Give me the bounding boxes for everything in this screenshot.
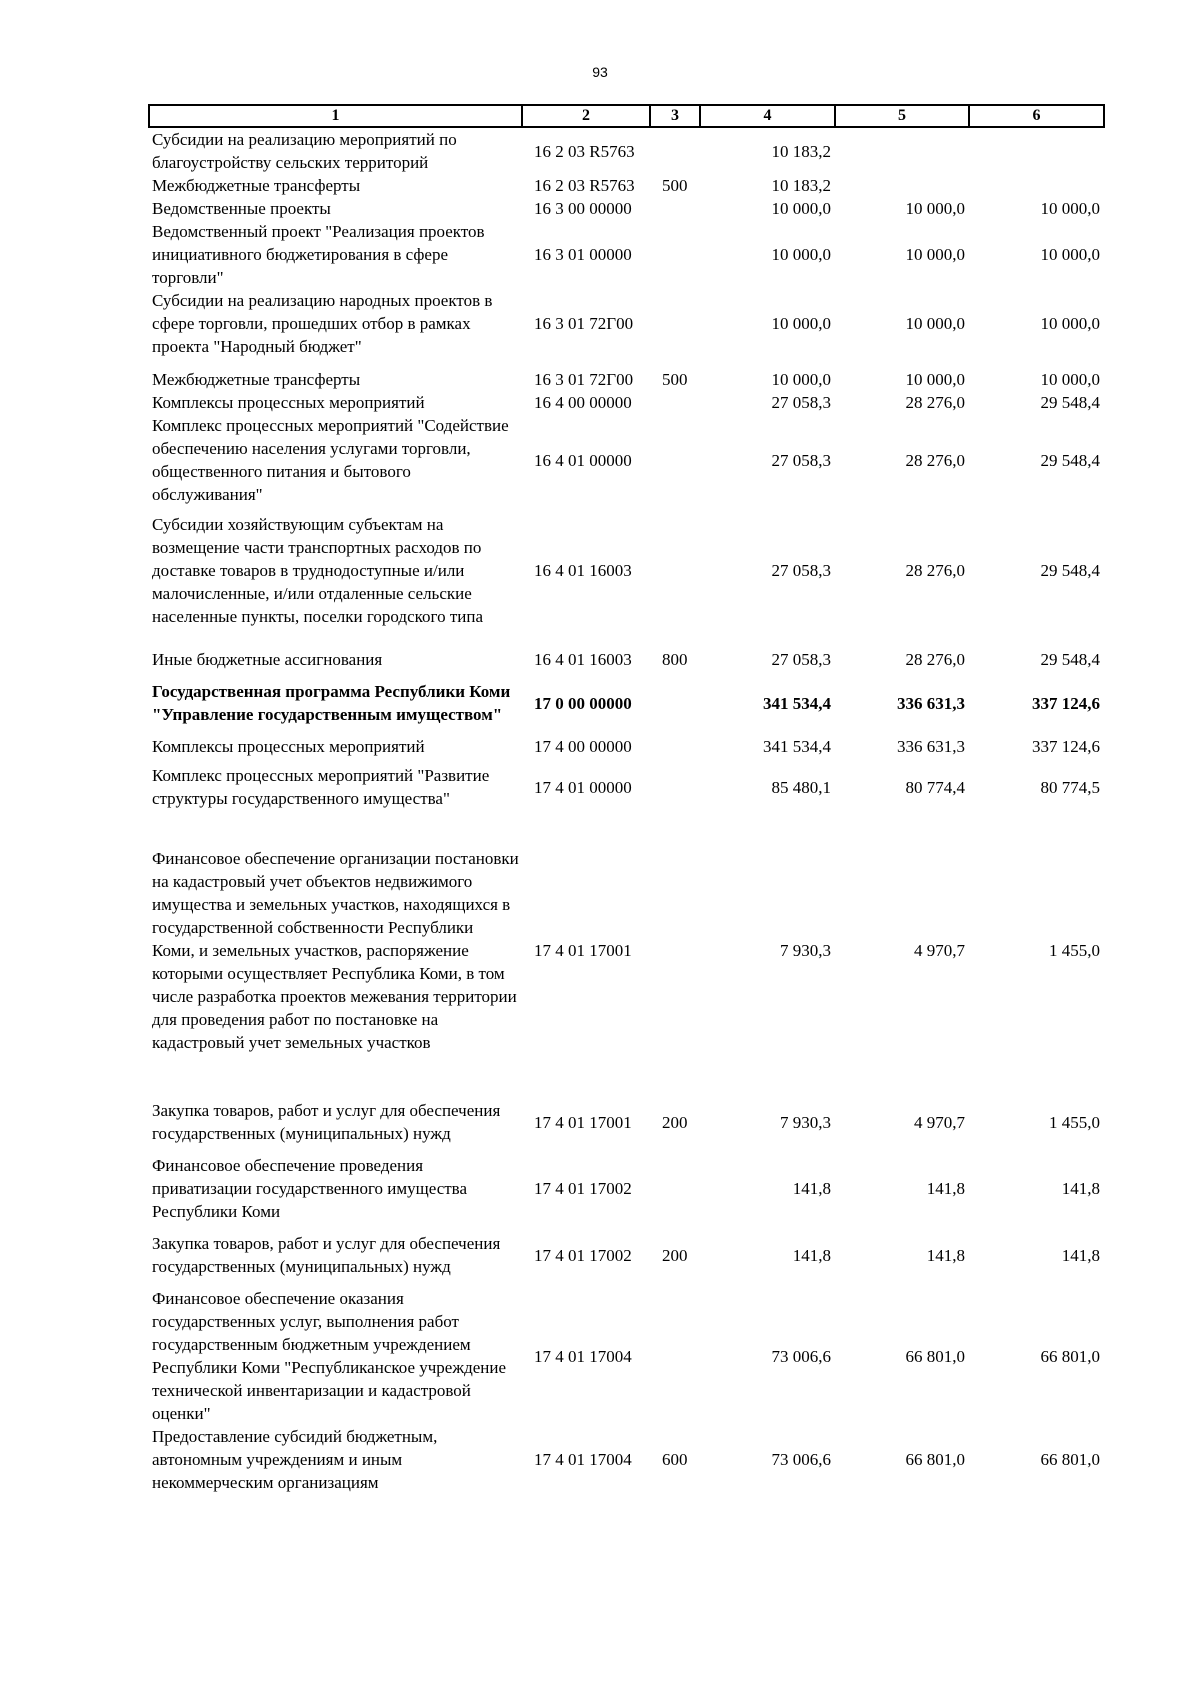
row-value-1: 73 006,6 [771, 1450, 831, 1469]
row-value-2: 336 631,3 [897, 737, 965, 756]
row-code: 16 3 00 00000 [534, 199, 632, 218]
row-spacer [149, 634, 1104, 648]
row-value-1: 27 058,3 [771, 393, 831, 412]
row-expense-type [650, 822, 700, 1078]
header-col-4: 4 [700, 105, 835, 127]
row-name: Субсидии на реализацию мероприятий по благоустройству сельских территорий [152, 130, 457, 172]
row-value-2: 80 774,4 [905, 777, 965, 797]
row-value-2: 10 000,0 [905, 245, 965, 264]
row-expense-type: 800 [662, 650, 688, 669]
table-row [149, 1425, 1104, 1494]
row-value-2: 28 276,0 [905, 650, 965, 669]
row-value-2: 28 276,0 [905, 450, 965, 470]
row-name: Финансовое обеспечение организации постановки на кадастровый учет объектов недвижимого имущества и земельных участков, находящихся в государственной собственности Республики Коми, и земельных участков, распоряжение которыми осуществляет Республика Коми, в том числе разработка проектов межевания территории для проведения работ по постановке на кадастровый учет земельных участков [152, 848, 519, 1052]
row-name: Комплекс процессных мероприятий "Развитие структуры государственного имущества" [152, 766, 490, 808]
row-code: 16 4 00 00000 [534, 393, 632, 412]
row-code: 16 4 01 00000 [534, 450, 632, 470]
row-code: 16 3 01 72Г00 [534, 370, 634, 389]
row-code: 17 4 01 17004 [534, 1450, 632, 1469]
row-expense-type [650, 1287, 700, 1425]
row-value-1: 27 058,3 [771, 650, 831, 669]
table-row [149, 648, 1104, 671]
row-code: 17 4 01 00000 [534, 777, 632, 797]
row-name: Предоставление субсидий бюджетным, автономным учреждениям и иным некоммерческим организациям [152, 1427, 438, 1492]
row-expense-type: 200 [662, 1112, 688, 1132]
row-value-1: 27 058,3 [771, 450, 831, 470]
row-code: 17 4 01 17001 [534, 1112, 632, 1132]
row-name: Комплексы процессных мероприятий [152, 393, 425, 412]
row-value-3: 10 000,0 [1040, 314, 1100, 333]
table-row [149, 735, 1104, 758]
header-col-1: 1 [149, 105, 522, 127]
table-row [149, 1223, 1104, 1287]
row-value-3: 29 548,4 [1040, 560, 1100, 580]
row-expense-type [650, 197, 700, 220]
row-expense-type: 500 [662, 176, 688, 195]
row-value-3: 141,8 [1061, 1179, 1100, 1198]
row-expense-type [650, 391, 700, 414]
page-number: 93 [592, 64, 608, 80]
header-col-6: 6 [969, 105, 1104, 127]
row-value-1: 141,8 [792, 1179, 831, 1198]
table-row [149, 127, 1104, 174]
row-value-2: 66 801,0 [905, 1346, 965, 1366]
row-name: Закупка товаров, работ и услуг для обеспечения государственных (муниципальных) нужд [152, 1101, 501, 1143]
row-expense-type [650, 506, 700, 634]
row-name: Межбюджетные трансферты [152, 370, 361, 389]
table-row [149, 506, 1104, 634]
row-value-1: 73 006,6 [771, 1346, 831, 1366]
row-expense-type [650, 127, 700, 174]
row-code: 17 4 01 17001 [534, 940, 632, 960]
row-value-1: 341 534,4 [763, 693, 831, 713]
row-value-1: 7 930,3 [780, 1112, 831, 1132]
row-name: Комплексы процессных мероприятий [152, 737, 425, 756]
row-value-2 [835, 174, 969, 197]
row-value-3: 80 774,5 [1040, 777, 1100, 797]
row-value-2: 28 276,0 [905, 560, 965, 580]
row-value-2: 28 276,0 [905, 393, 965, 412]
row-value-3: 337 124,6 [1032, 693, 1100, 713]
row-value-3: 29 548,4 [1040, 650, 1100, 669]
row-code: 17 4 01 17002 [534, 1179, 632, 1198]
row-value-1: 10 000,0 [771, 245, 831, 264]
row-expense-type [650, 414, 700, 506]
row-expense-type: 500 [662, 370, 688, 389]
table-row [149, 368, 1104, 391]
row-value-3: 10 000,0 [1040, 245, 1100, 264]
row-value-1: 341 534,4 [763, 737, 831, 756]
row-expense-type [650, 1154, 700, 1223]
table-row [149, 174, 1104, 197]
row-expense-type [650, 289, 700, 358]
row-value-3: 29 548,4 [1040, 450, 1100, 470]
row-value-3 [969, 174, 1104, 197]
row-value-2 [835, 127, 969, 174]
table-row [149, 1090, 1104, 1154]
row-code: 16 3 01 00000 [534, 245, 632, 264]
row-value-1: 10 183,2 [771, 141, 831, 161]
row-value-2: 141,8 [926, 1245, 965, 1265]
row-code: 17 4 00 00000 [534, 737, 632, 756]
header-col-2: 2 [522, 105, 650, 127]
row-value-2: 4 970,7 [914, 1112, 965, 1132]
row-expense-type [650, 764, 700, 810]
row-value-2: 4 970,7 [914, 940, 965, 960]
row-name: Финансовое обеспечение оказания государственных услуг, выполнения работ государственным бюджетным учреждением Республики Коми "Республиканское учреждение технической инвентаризации и кадастровой оценки" [152, 1289, 507, 1423]
row-code: 17 0 00 00000 [534, 693, 632, 713]
row-value-3: 1 455,0 [1049, 940, 1100, 960]
row-value-3: 10 000,0 [1040, 199, 1100, 218]
row-name: Субсидии хозяйствующим субъектам на возмещение части транспортных расходов по доставке товаров в труднодоступные и/или малочисленные, и/или отдаленные сельские населенные пункты, поселки городского типа [152, 514, 483, 626]
table-row [149, 414, 1104, 506]
row-spacer [149, 1078, 1104, 1090]
row-spacer [149, 358, 1104, 368]
row-code: 17 4 01 17004 [534, 1346, 632, 1366]
row-code: 16 4 01 16003 [534, 650, 632, 669]
row-value-2: 336 631,3 [897, 693, 965, 713]
row-code: 16 3 01 72Г00 [534, 314, 634, 333]
row-name: Комплекс процессных мероприятий "Содействие обеспечению населения услугами торговли, общественного питания и бытового обслуживания" [152, 416, 509, 504]
row-value-3: 66 801,0 [1040, 1346, 1100, 1366]
row-name: Субсидии на реализацию народных проектов в сфере торговли, прошедших отбор в рамках проекта "Народный бюджет" [152, 291, 493, 356]
row-value-1: 27 058,3 [771, 560, 831, 580]
table-row [149, 220, 1104, 289]
table-row [149, 289, 1104, 358]
table-row [149, 764, 1104, 810]
table-header-row [149, 105, 1104, 127]
row-code: 17 4 01 17002 [534, 1245, 632, 1265]
row-value-2: 141,8 [926, 1179, 965, 1198]
row-name: Финансовое обеспечение проведения приватизации государственного имущества Республики Коми [152, 1156, 468, 1221]
row-value-2: 10 000,0 [905, 314, 965, 333]
row-value-3: 1 455,0 [1049, 1112, 1100, 1132]
row-name: Ведомственные проекты [152, 199, 331, 218]
table-row [149, 671, 1104, 735]
row-value-2: 10 000,0 [905, 370, 965, 389]
row-expense-type: 600 [662, 1450, 688, 1469]
header-col-3: 3 [650, 105, 700, 127]
row-value-1: 10 000,0 [771, 199, 831, 218]
row-expense-type [650, 220, 700, 289]
row-code: 16 4 01 16003 [534, 560, 632, 580]
row-value-3: 337 124,6 [1032, 737, 1100, 756]
row-name: Государственная программа Республики Коми "Управление государственным имуществом" [152, 682, 511, 724]
budget-table [148, 104, 1105, 1494]
row-value-3: 141,8 [1061, 1245, 1100, 1265]
row-value-3: 10 000,0 [1040, 370, 1100, 389]
row-name: Иные бюджетные ассигнования [152, 650, 383, 669]
row-value-3: 29 548,4 [1040, 393, 1100, 412]
row-value-1: 10 000,0 [771, 314, 831, 333]
table-row [149, 822, 1104, 1078]
row-code: 16 2 03 R5763 [534, 141, 635, 161]
table-row [149, 1287, 1104, 1425]
row-value-1: 10 000,0 [771, 370, 831, 389]
table-row [149, 1154, 1104, 1223]
row-name: Межбюджетные трансферты [152, 176, 361, 195]
row-value-3: 66 801,0 [1040, 1450, 1100, 1469]
row-name: Ведомственный проект "Реализация проектов инициативного бюджетирования в сфере торговли" [152, 222, 485, 287]
row-expense-type [650, 671, 700, 735]
row-code: 16 2 03 R5763 [534, 176, 635, 195]
table-row [149, 391, 1104, 414]
row-value-3 [969, 127, 1104, 174]
row-value-1: 10 183,2 [771, 176, 831, 195]
header-col-5: 5 [835, 105, 969, 127]
row-value-1: 7 930,3 [780, 940, 831, 960]
row-value-1: 85 480,1 [771, 777, 831, 797]
table-body [149, 127, 1104, 1494]
row-expense-type [650, 735, 700, 758]
row-expense-type: 200 [662, 1245, 688, 1265]
row-spacer [149, 810, 1104, 822]
row-value-1: 141,8 [792, 1245, 831, 1265]
row-name: Закупка товаров, работ и услуг для обеспечения государственных (муниципальных) нужд [152, 1234, 501, 1276]
table-row [149, 197, 1104, 220]
row-value-2: 10 000,0 [905, 199, 965, 218]
row-value-2: 66 801,0 [905, 1450, 965, 1469]
